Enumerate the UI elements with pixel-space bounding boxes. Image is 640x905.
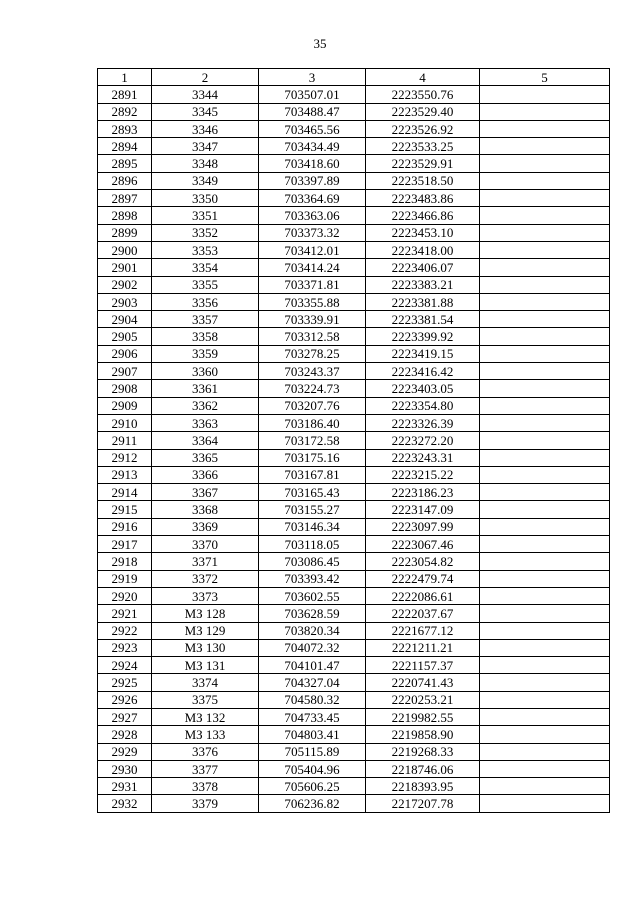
cell-note bbox=[480, 207, 610, 224]
cell-y-coordinate: 2217207.78 bbox=[366, 795, 480, 812]
cell-note bbox=[480, 605, 610, 622]
cell-note bbox=[480, 553, 610, 570]
cell-point-id: 3361 bbox=[152, 380, 259, 397]
cell-note bbox=[480, 536, 610, 553]
cell-point-id: 3354 bbox=[152, 259, 259, 276]
table-row bbox=[98, 311, 610, 328]
cell-y-coordinate: 2223453.10 bbox=[366, 224, 480, 241]
cell-row-number: 2911 bbox=[98, 432, 152, 449]
cell-y-coordinate: 2218393.95 bbox=[366, 778, 480, 795]
cell-point-id: 3348 bbox=[152, 155, 259, 172]
table-row bbox=[98, 86, 610, 103]
cell-x-coordinate: 704803.41 bbox=[259, 726, 366, 743]
cell-row-number: 2910 bbox=[98, 414, 152, 431]
cell-row-number: 2916 bbox=[98, 518, 152, 535]
cell-x-coordinate: 704101.47 bbox=[259, 657, 366, 674]
cell-note bbox=[480, 397, 610, 414]
cell-y-coordinate: 2223529.40 bbox=[366, 103, 480, 120]
cell-row-number: 2928 bbox=[98, 726, 152, 743]
cell-x-coordinate: 705606.25 bbox=[259, 778, 366, 795]
cell-point-id: 3349 bbox=[152, 172, 259, 189]
table-body bbox=[98, 86, 610, 812]
table-row bbox=[98, 795, 610, 812]
cell-row-number: 2927 bbox=[98, 708, 152, 725]
cell-note bbox=[480, 328, 610, 345]
table-row bbox=[98, 605, 610, 622]
cell-row-number: 2904 bbox=[98, 311, 152, 328]
cell-y-coordinate: 2223383.21 bbox=[366, 276, 480, 293]
cell-point-id: МЗ 130 bbox=[152, 639, 259, 656]
cell-x-coordinate: 704072.32 bbox=[259, 639, 366, 656]
cell-point-id: 3346 bbox=[152, 120, 259, 137]
cell-point-id: 3355 bbox=[152, 276, 259, 293]
cell-x-coordinate: 704580.32 bbox=[259, 691, 366, 708]
cell-point-id: 3363 bbox=[152, 414, 259, 431]
cell-x-coordinate: 703628.59 bbox=[259, 605, 366, 622]
cell-row-number: 2912 bbox=[98, 449, 152, 466]
cell-row-number: 2913 bbox=[98, 466, 152, 483]
cell-x-coordinate: 703418.60 bbox=[259, 155, 366, 172]
cell-point-id: МЗ 131 bbox=[152, 657, 259, 674]
cell-y-coordinate: 2223403.05 bbox=[366, 380, 480, 397]
cell-x-coordinate: 703602.55 bbox=[259, 587, 366, 604]
cell-x-coordinate: 703488.47 bbox=[259, 103, 366, 120]
cell-point-id: МЗ 133 bbox=[152, 726, 259, 743]
page-number: 35 bbox=[313, 36, 327, 51]
table-row bbox=[98, 155, 610, 172]
cell-x-coordinate: 703186.40 bbox=[259, 414, 366, 431]
table-row bbox=[98, 518, 610, 535]
cell-point-id: 3373 bbox=[152, 587, 259, 604]
cell-point-id: 3371 bbox=[152, 553, 259, 570]
cell-note bbox=[480, 674, 610, 691]
table-row bbox=[98, 345, 610, 362]
cell-x-coordinate: 703146.34 bbox=[259, 518, 366, 535]
cell-row-number: 2926 bbox=[98, 691, 152, 708]
cell-row-number: 2923 bbox=[98, 639, 152, 656]
table-row bbox=[98, 328, 610, 345]
cell-y-coordinate: 2223186.23 bbox=[366, 484, 480, 501]
cell-y-coordinate: 2223466.86 bbox=[366, 207, 480, 224]
cell-note bbox=[480, 466, 610, 483]
coordinates-table bbox=[97, 68, 610, 813]
cell-point-id: 3374 bbox=[152, 674, 259, 691]
cell-point-id: 3378 bbox=[152, 778, 259, 795]
cell-note bbox=[480, 501, 610, 518]
cell-note bbox=[480, 414, 610, 431]
cell-point-id: МЗ 132 bbox=[152, 708, 259, 725]
cell-x-coordinate: 703373.32 bbox=[259, 224, 366, 241]
cell-note bbox=[480, 86, 610, 103]
cell-point-id: 3367 bbox=[152, 484, 259, 501]
cell-note bbox=[480, 432, 610, 449]
cell-x-coordinate: 703393.42 bbox=[259, 570, 366, 587]
cell-x-coordinate: 703363.06 bbox=[259, 207, 366, 224]
cell-point-id: 3353 bbox=[152, 241, 259, 258]
cell-row-number: 2901 bbox=[98, 259, 152, 276]
cell-row-number: 2925 bbox=[98, 674, 152, 691]
cell-point-id: 3358 bbox=[152, 328, 259, 345]
cell-x-coordinate: 703278.25 bbox=[259, 345, 366, 362]
cell-note bbox=[480, 224, 610, 241]
cell-row-number: 2922 bbox=[98, 622, 152, 639]
cell-y-coordinate: 2222479.74 bbox=[366, 570, 480, 587]
cell-point-id: 3345 bbox=[152, 103, 259, 120]
cell-x-coordinate: 705404.96 bbox=[259, 760, 366, 777]
cell-x-coordinate: 703155.27 bbox=[259, 501, 366, 518]
cell-note bbox=[480, 778, 610, 795]
cell-note bbox=[480, 190, 610, 207]
cell-row-number: 2891 bbox=[98, 86, 152, 103]
cell-row-number: 2929 bbox=[98, 743, 152, 760]
cell-y-coordinate: 2223243.31 bbox=[366, 449, 480, 466]
column-header-2: 2 bbox=[152, 69, 259, 86]
column-header-4: 4 bbox=[366, 69, 480, 86]
table-row bbox=[98, 363, 610, 380]
cell-row-number: 2896 bbox=[98, 172, 152, 189]
cell-x-coordinate: 703414.24 bbox=[259, 259, 366, 276]
cell-y-coordinate: 2223416.42 bbox=[366, 363, 480, 380]
cell-x-coordinate: 704327.04 bbox=[259, 674, 366, 691]
cell-x-coordinate: 704733.45 bbox=[259, 708, 366, 725]
cell-x-coordinate: 703412.01 bbox=[259, 241, 366, 258]
cell-y-coordinate: 2223067.46 bbox=[366, 536, 480, 553]
cell-x-coordinate: 703224.73 bbox=[259, 380, 366, 397]
cell-row-number: 2898 bbox=[98, 207, 152, 224]
table-row bbox=[98, 224, 610, 241]
cell-row-number: 2895 bbox=[98, 155, 152, 172]
cell-row-number: 2915 bbox=[98, 501, 152, 518]
cell-row-number: 2908 bbox=[98, 380, 152, 397]
table-header bbox=[98, 69, 610, 86]
cell-x-coordinate: 703086.45 bbox=[259, 553, 366, 570]
table-row bbox=[98, 432, 610, 449]
cell-y-coordinate: 2221677.12 bbox=[366, 622, 480, 639]
cell-point-id: 3366 bbox=[152, 466, 259, 483]
cell-note bbox=[480, 155, 610, 172]
table-row bbox=[98, 760, 610, 777]
cell-y-coordinate: 2223215.22 bbox=[366, 466, 480, 483]
cell-note bbox=[480, 380, 610, 397]
column-header-3: 3 bbox=[259, 69, 366, 86]
cell-y-coordinate: 2222037.67 bbox=[366, 605, 480, 622]
cell-row-number: 2909 bbox=[98, 397, 152, 414]
cell-point-id: 3357 bbox=[152, 311, 259, 328]
cell-note bbox=[480, 622, 610, 639]
cell-y-coordinate: 2223518.50 bbox=[366, 172, 480, 189]
cell-y-coordinate: 2223550.76 bbox=[366, 86, 480, 103]
cell-y-coordinate: 2220741.43 bbox=[366, 674, 480, 691]
cell-row-number: 2907 bbox=[98, 363, 152, 380]
cell-point-id: 3359 bbox=[152, 345, 259, 362]
cell-y-coordinate: 2223054.82 bbox=[366, 553, 480, 570]
cell-point-id: 3344 bbox=[152, 86, 259, 103]
cell-note bbox=[480, 726, 610, 743]
cell-y-coordinate: 2223526.92 bbox=[366, 120, 480, 137]
table-row bbox=[98, 449, 610, 466]
cell-y-coordinate: 2219982.55 bbox=[366, 708, 480, 725]
cell-x-coordinate: 703175.16 bbox=[259, 449, 366, 466]
cell-note bbox=[480, 484, 610, 501]
cell-row-number: 2919 bbox=[98, 570, 152, 587]
cell-x-coordinate: 703167.81 bbox=[259, 466, 366, 483]
header-row bbox=[98, 69, 610, 86]
cell-x-coordinate: 703465.56 bbox=[259, 120, 366, 137]
cell-note bbox=[480, 795, 610, 812]
table-row bbox=[98, 501, 610, 518]
cell-point-id: 3370 bbox=[152, 536, 259, 553]
cell-note bbox=[480, 587, 610, 604]
cell-row-number: 2914 bbox=[98, 484, 152, 501]
cell-note bbox=[480, 639, 610, 656]
cell-y-coordinate: 2218746.06 bbox=[366, 760, 480, 777]
table-row bbox=[98, 241, 610, 258]
cell-x-coordinate: 703820.34 bbox=[259, 622, 366, 639]
cell-row-number: 2931 bbox=[98, 778, 152, 795]
cell-note bbox=[480, 120, 610, 137]
cell-y-coordinate: 2223406.07 bbox=[366, 259, 480, 276]
cell-row-number: 2905 bbox=[98, 328, 152, 345]
table-row bbox=[98, 536, 610, 553]
cell-note bbox=[480, 345, 610, 362]
cell-point-id: 3365 bbox=[152, 449, 259, 466]
cell-note bbox=[480, 708, 610, 725]
cell-note bbox=[480, 259, 610, 276]
cell-x-coordinate: 703364.69 bbox=[259, 190, 366, 207]
cell-row-number: 2921 bbox=[98, 605, 152, 622]
table-row bbox=[98, 587, 610, 604]
table-row bbox=[98, 691, 610, 708]
table-row bbox=[98, 276, 610, 293]
cell-row-number: 2900 bbox=[98, 241, 152, 258]
cell-y-coordinate: 2219858.90 bbox=[366, 726, 480, 743]
cell-y-coordinate: 2223381.88 bbox=[366, 293, 480, 310]
cell-note bbox=[480, 570, 610, 587]
table-row bbox=[98, 726, 610, 743]
cell-x-coordinate: 706236.82 bbox=[259, 795, 366, 812]
table-row bbox=[98, 639, 610, 656]
cell-x-coordinate: 703434.49 bbox=[259, 138, 366, 155]
cell-row-number: 2903 bbox=[98, 293, 152, 310]
cell-x-coordinate: 703207.76 bbox=[259, 397, 366, 414]
cell-point-id: 3379 bbox=[152, 795, 259, 812]
cell-row-number: 2902 bbox=[98, 276, 152, 293]
cell-y-coordinate: 2223354.80 bbox=[366, 397, 480, 414]
table-row bbox=[98, 674, 610, 691]
cell-x-coordinate: 703339.91 bbox=[259, 311, 366, 328]
cell-x-coordinate: 703312.58 bbox=[259, 328, 366, 345]
cell-x-coordinate: 705115.89 bbox=[259, 743, 366, 760]
cell-y-coordinate: 2223399.92 bbox=[366, 328, 480, 345]
cell-point-id: МЗ 128 bbox=[152, 605, 259, 622]
table-row bbox=[98, 207, 610, 224]
cell-y-coordinate: 2223326.39 bbox=[366, 414, 480, 431]
table-row bbox=[98, 120, 610, 137]
cell-x-coordinate: 703397.89 bbox=[259, 172, 366, 189]
table-row bbox=[98, 397, 610, 414]
cell-x-coordinate: 703165.43 bbox=[259, 484, 366, 501]
cell-row-number: 2918 bbox=[98, 553, 152, 570]
column-header-5: 5 bbox=[480, 69, 610, 86]
cell-point-id: 3347 bbox=[152, 138, 259, 155]
cell-y-coordinate: 2221211.21 bbox=[366, 639, 480, 656]
cell-x-coordinate: 703355.88 bbox=[259, 293, 366, 310]
cell-point-id: 3369 bbox=[152, 518, 259, 535]
cell-point-id: 3350 bbox=[152, 190, 259, 207]
cell-row-number: 2897 bbox=[98, 190, 152, 207]
cell-point-id: МЗ 129 bbox=[152, 622, 259, 639]
cell-note bbox=[480, 691, 610, 708]
table-row bbox=[98, 414, 610, 431]
cell-note bbox=[480, 103, 610, 120]
cell-y-coordinate: 2223483.86 bbox=[366, 190, 480, 207]
cell-note bbox=[480, 363, 610, 380]
table-row bbox=[98, 103, 610, 120]
cell-row-number: 2899 bbox=[98, 224, 152, 241]
cell-row-number: 2932 bbox=[98, 795, 152, 812]
cell-note bbox=[480, 743, 610, 760]
cell-row-number: 2893 bbox=[98, 120, 152, 137]
cell-y-coordinate: 2223418.00 bbox=[366, 241, 480, 258]
table-row bbox=[98, 657, 610, 674]
cell-row-number: 2906 bbox=[98, 345, 152, 362]
table-row bbox=[98, 172, 610, 189]
table-row bbox=[98, 138, 610, 155]
cell-row-number: 2894 bbox=[98, 138, 152, 155]
cell-row-number: 2920 bbox=[98, 587, 152, 604]
table-row bbox=[98, 778, 610, 795]
cell-row-number: 2930 bbox=[98, 760, 152, 777]
table-row bbox=[98, 466, 610, 483]
table-row bbox=[98, 622, 610, 639]
cell-point-id: 3368 bbox=[152, 501, 259, 518]
cell-y-coordinate: 2223147.09 bbox=[366, 501, 480, 518]
cell-point-id: 3356 bbox=[152, 293, 259, 310]
cell-note bbox=[480, 138, 610, 155]
cell-x-coordinate: 703172.58 bbox=[259, 432, 366, 449]
cell-x-coordinate: 703371.81 bbox=[259, 276, 366, 293]
cell-point-id: 3351 bbox=[152, 207, 259, 224]
column-header-1: 1 bbox=[98, 69, 152, 86]
cell-row-number: 2917 bbox=[98, 536, 152, 553]
cell-y-coordinate: 2223533.25 bbox=[366, 138, 480, 155]
cell-x-coordinate: 703118.05 bbox=[259, 536, 366, 553]
cell-note bbox=[480, 172, 610, 189]
table-row bbox=[98, 708, 610, 725]
cell-row-number: 2924 bbox=[98, 657, 152, 674]
cell-point-id: 3377 bbox=[152, 760, 259, 777]
cell-y-coordinate: 2223529.91 bbox=[366, 155, 480, 172]
cell-point-id: 3376 bbox=[152, 743, 259, 760]
cell-note bbox=[480, 449, 610, 466]
cell-y-coordinate: 2223419.15 bbox=[366, 345, 480, 362]
table-row bbox=[98, 380, 610, 397]
cell-x-coordinate: 703243.37 bbox=[259, 363, 366, 380]
cell-note bbox=[480, 311, 610, 328]
cell-note bbox=[480, 276, 610, 293]
cell-y-coordinate: 2222086.61 bbox=[366, 587, 480, 604]
cell-note bbox=[480, 657, 610, 674]
cell-y-coordinate: 2223272.20 bbox=[366, 432, 480, 449]
table-row bbox=[98, 190, 610, 207]
table-row bbox=[98, 553, 610, 570]
cell-y-coordinate: 2220253.21 bbox=[366, 691, 480, 708]
cell-point-id: 3352 bbox=[152, 224, 259, 241]
table-row bbox=[98, 743, 610, 760]
cell-row-number: 2892 bbox=[98, 103, 152, 120]
cell-x-coordinate: 703507.01 bbox=[259, 86, 366, 103]
cell-y-coordinate: 2223381.54 bbox=[366, 311, 480, 328]
table-row bbox=[98, 259, 610, 276]
cell-note bbox=[480, 518, 610, 535]
table-row bbox=[98, 570, 610, 587]
cell-y-coordinate: 2223097.99 bbox=[366, 518, 480, 535]
cell-point-id: 3362 bbox=[152, 397, 259, 414]
cell-note bbox=[480, 241, 610, 258]
cell-y-coordinate: 2221157.37 bbox=[366, 657, 480, 674]
cell-note bbox=[480, 760, 610, 777]
cell-point-id: 3375 bbox=[152, 691, 259, 708]
cell-point-id: 3372 bbox=[152, 570, 259, 587]
cell-note bbox=[480, 293, 610, 310]
table-row bbox=[98, 484, 610, 501]
cell-point-id: 3364 bbox=[152, 432, 259, 449]
cell-y-coordinate: 2219268.33 bbox=[366, 743, 480, 760]
table-row bbox=[98, 293, 610, 310]
cell-point-id: 3360 bbox=[152, 363, 259, 380]
